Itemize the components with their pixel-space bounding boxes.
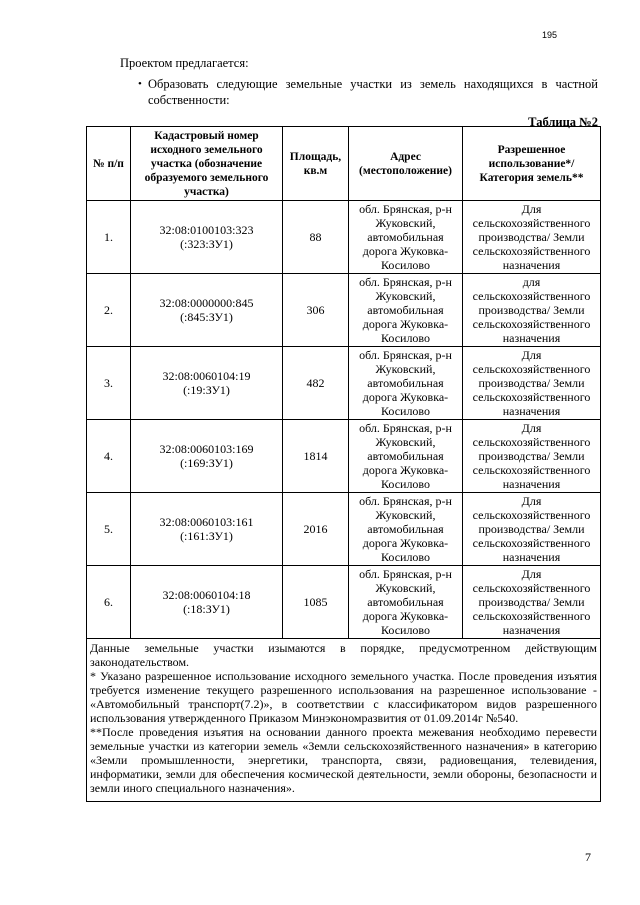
header-usage: Разрешенное использование*/ Категория земель** <box>463 127 601 201</box>
plot-code: (:323:ЗУ1) <box>180 237 233 251</box>
table-row <box>87 566 601 639</box>
address-cell: обл. Брянская, р-н Жуковский, автомобильная дорога Жуковка-Косилово <box>349 274 463 347</box>
land-plots-table <box>86 126 601 802</box>
table-header-row <box>87 127 601 201</box>
note-paragraph: * Указано разрешенное использование исходного земельного участка. После проведения изъятия требуется изменение текущего разрешенного использования на разрешенное использование - «Автомобильный транспорт(7.2)», в соответствии с классификатором видов разрешенного использования утвержденного Приказом Минэкономразвития от 01.09.2014г №540. <box>90 669 597 725</box>
cadastral-number: 32:08:0000000:845 <box>159 296 254 310</box>
plot-code: (:169:ЗУ1) <box>180 456 233 470</box>
header-cadastral: Кадастровый номер исходного земельного участка (обозначение образуемого земельного участка) <box>131 127 283 201</box>
header-num: № п/п <box>87 127 131 201</box>
address-cell: обл. Брянская, р-н Жуковский, автомобильная дорога Жуковка-Косилово <box>349 420 463 493</box>
row-num: 1. <box>87 201 131 274</box>
address-cell: обл. Брянская, р-н Жуковский, автомобильная дорога Жуковка-Косилово <box>349 201 463 274</box>
row-num: 4. <box>87 420 131 493</box>
bullet-text: Образовать следующие земельные участки из земель находящихся в частной собственности: <box>148 77 598 107</box>
address-cell: обл. Брянская, р-н Жуковский, автомобильная дорога Жуковка-Косилово <box>349 566 463 639</box>
cadastral-number: 32:08:0100103:323 <box>159 223 254 237</box>
cadastral-number: 32:08:0060104:19 <box>162 369 251 383</box>
cadastral-cell <box>131 566 283 639</box>
area-cell: 1814 <box>283 420 349 493</box>
cadastral-cell <box>131 420 283 493</box>
area-cell: 306 <box>283 274 349 347</box>
usage-cell: Для сельскохозяйственного производства/ Земли сельскохозяйственного назначения <box>463 420 601 493</box>
header-area: Площадь, кв.м <box>283 127 349 201</box>
address-cell: обл. Брянская, р-н Жуковский, автомобильная дорога Жуковка-Косилово <box>349 347 463 420</box>
area-cell: 2016 <box>283 493 349 566</box>
table-caption: Таблица №2 <box>528 115 598 129</box>
cadastral-cell <box>131 274 283 347</box>
bullet-item <box>138 76 598 108</box>
table-notes <box>87 639 601 802</box>
area-cell: 88 <box>283 201 349 274</box>
plot-code: (:161:ЗУ1) <box>180 529 233 543</box>
plot-code: (:845:ЗУ1) <box>180 310 233 324</box>
note-paragraph: **После проведения изъятия на основании данного проекта межевания необходимо перевести земельные участки из категории земель «Земли сельскохозяйственного назначения» в категорию «Земли промышленности, энергетики, транспорта, связи, радиовещания, телевидения, информатики, земли для обеспечения космической деятельности, земли обороны, безопасности и земли иного специального назначения». <box>90 725 597 795</box>
header-address: Адрес (местоположение) <box>349 127 463 201</box>
usage-cell: Для сельскохозяйственного производства/ Земли сельскохозяйственного назначения <box>463 493 601 566</box>
usage-cell: Для сельскохозяйственного производства/ Земли сельскохозяйственного назначения <box>463 201 601 274</box>
area-cell: 1085 <box>283 566 349 639</box>
table-row <box>87 420 601 493</box>
cadastral-cell <box>131 493 283 566</box>
usage-cell: Для сельскохозяйственного производства/ Земли сельскохозяйственного назначения <box>463 347 601 420</box>
row-num: 5. <box>87 493 131 566</box>
cadastral-number: 32:08:0060103:161 <box>159 515 254 529</box>
page-number-top: 195 <box>542 30 558 40</box>
cadastral-cell <box>131 201 283 274</box>
row-num: 6. <box>87 566 131 639</box>
table-notes-row <box>87 639 601 802</box>
intro-text: Проектом предлагается: <box>120 56 249 70</box>
note-paragraph: Данные земельные участки изымаются в порядке, предусмотренном действующим законодательством. <box>90 641 597 669</box>
plot-code: (:19:ЗУ1) <box>183 383 230 397</box>
table-row <box>87 201 601 274</box>
address-cell: обл. Брянская, р-н Жуковский, автомобильная дорога Жуковка-Косилово <box>349 493 463 566</box>
row-num: 2. <box>87 274 131 347</box>
page-number-bottom: 7 <box>585 850 591 864</box>
table-row <box>87 347 601 420</box>
area-cell: 482 <box>283 347 349 420</box>
plot-code: (:18:ЗУ1) <box>183 602 230 616</box>
usage-cell: Для сельскохозяйственного производства/ Земли сельскохозяйственного назначения <box>463 566 601 639</box>
bullet-icon: • <box>138 78 142 90</box>
row-num: 3. <box>87 347 131 420</box>
usage-cell: для сельскохозяйственного производства/ Земли сельскохозяйственного назначения <box>463 274 601 347</box>
cadastral-number: 32:08:0060103:169 <box>159 442 254 456</box>
cadastral-number: 32:08:0060104:18 <box>162 588 251 602</box>
table-row <box>87 274 601 347</box>
cadastral-cell <box>131 347 283 420</box>
table-row <box>87 493 601 566</box>
